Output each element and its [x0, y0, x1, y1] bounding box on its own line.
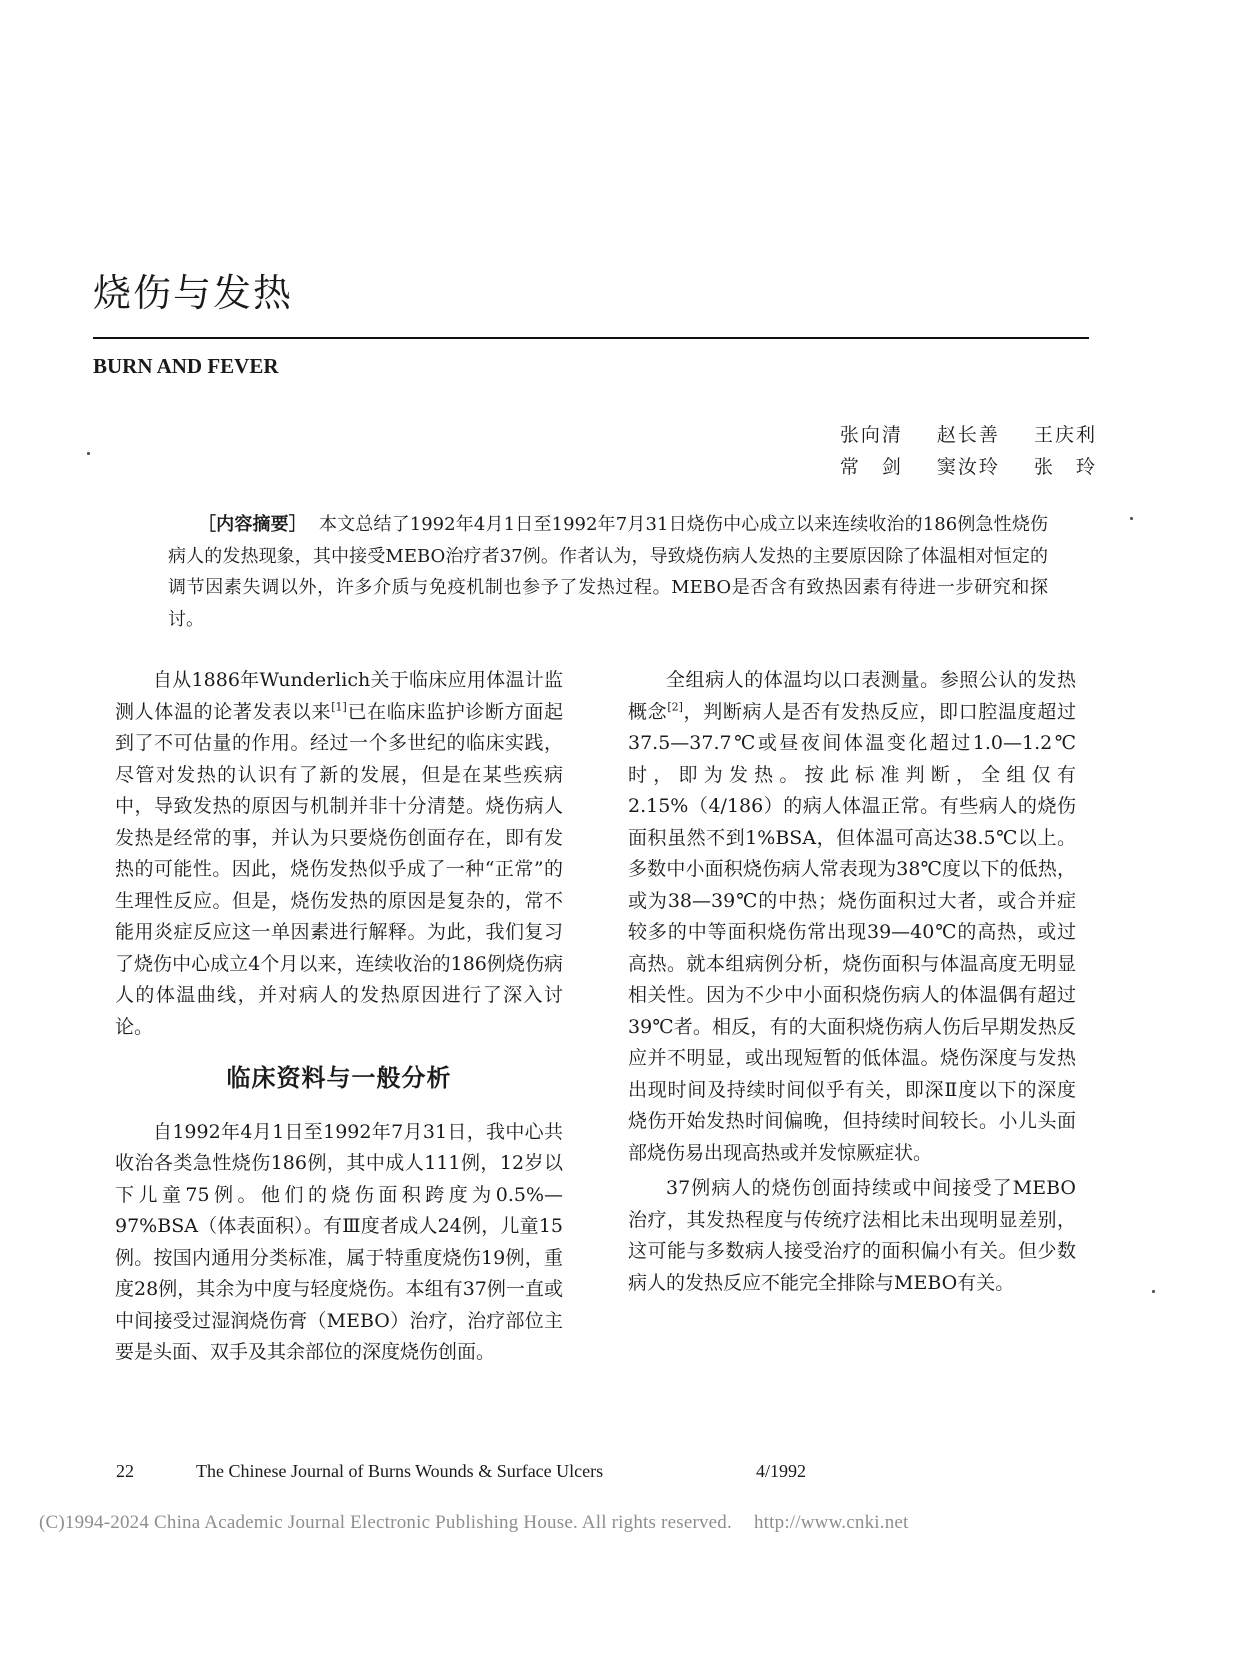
abstract-label: ［内容摘要］: [198, 514, 307, 535]
journal-name: The Chinese Journal of Burns Wounds & Surface Ulcers: [196, 1461, 604, 1481]
copyright-url: http://www.cnki.net: [753, 1512, 909, 1533]
author-name: 赵长善: [936, 424, 1000, 446]
author-name: 王庆利: [1033, 424, 1097, 446]
copyright-notice: [39, 1512, 909, 1534]
right-column: [628, 665, 1076, 1299]
english-title: BURN AND FEVER: [93, 354, 279, 378]
abstract: [168, 509, 1048, 635]
page-number: 22: [116, 1461, 134, 1481]
author-name: 常 剑: [839, 456, 903, 478]
body-paragraph: 37例病人的烧伤创面持续或中间接受了MEBO治疗，其发热程度与传统疗法相比未出现明显差别，这可能与多数病人接受治疗的面积偏小有关。但少数病人的发热反应不能完全排除与MEBO有关。: [628, 1177, 1076, 1294]
citation-ref: [1]: [331, 700, 347, 714]
title-divider: [93, 337, 1089, 339]
citation-ref: [2]: [667, 700, 683, 714]
author-row-2: [814, 452, 1097, 479]
paragraph-text: 已在临床监护诊断方面起到了不可估量的作用。经过一个多世纪的临床实践，尽管对发热的认识有了新的发展，但是在某些疾病中，导致发热的原因与机制并非十分清楚。烧伤病人发热是经常的事，并认为只要烧伤创面存在，即有发热的可能性。因此，烧伤发热似乎成了一种“正常”的生理性反应。但是，烧伤发热的原因是复杂的，常不能用炎症反应这一单因素进行解释。为此，我们复习了烧伤中心成立4个月以来，连续收治的186例烧伤病人的体温曲线，并对病人的发热原因进行了深入讨论。: [115, 700, 563, 1038]
author-name: 窦汝玲: [936, 456, 1000, 478]
section-heading: 临床资料与一般分析: [226, 1064, 452, 1092]
author-name: 张向清: [839, 424, 903, 446]
body-paragraph: [628, 665, 1076, 1169]
page-title: 烧伤与发热: [93, 271, 294, 315]
author-row-1: [814, 420, 1097, 447]
paragraph-text: ，判断病人是否有发热反应，即口腔温度超过37.5—37.7℃或昼夜间体温变化超过1.0—1.2℃时，即为发热。按此标准判断，全组仅有2.15%（4/186）的病人体温正常。有些病人的烧伤面积虽然不到1%BSA，但体温可高达38.5℃以上。多数中小面积烧伤病人常表现为38℃度以下的低热，或为38—39℃的中热；烧伤面积过大者，或合并症较多的中等面积烧伤常出现39—40℃的高热，或过高热。就本组病例分析，烧伤面积与体温高度无明显相关性。因为不少中小面积烧伤病人的体温偶有超过39℃者。相反，有的大面积烧伤病人伤后早期发热反应并不明显，或出现短暂的低体温。烧伤深度与发热出现时间及持续时间似乎有关，即深Ⅱ度以下的深度烧伤开始发热时间偏晚，但持续时间较长。小儿头面部烧伤易出现高热或并发惊厥症状。: [628, 700, 1076, 1164]
left-column: [115, 665, 563, 1369]
author-name: 张 玲: [1033, 456, 1097, 478]
paragraph-text: 自从1886年Wunderlich关于临床应用体温计监测人体温的论著发表以来: [115, 669, 563, 723]
body-paragraph: 自1992年4月1日至1992年7月31日，我中心共收治各类急性烧伤186例，其中成人111例，12岁以下儿童75例。他们的烧伤面积跨度为0.5%—97%BSA（体表面积）。有Ⅲ度者成人24例，儿童15例。按国内通用分类标准，属于特重度烧伤19例，重度28例，其余为中度与轻度烧伤。本组有37例一直或中间接受过湿润烧伤膏（MEBO）治疗，治疗部位主要是头面、双手及其余部位的深度烧伤创面。: [115, 1120, 563, 1363]
paragraph-text: 全组病人的体温均以口表测量。参照公认的发热概念: [628, 669, 1076, 723]
scan-speck: [1152, 1290, 1155, 1293]
issue-number: 4/1992: [756, 1461, 807, 1481]
abstract-text: 本文总结了1992年4月1日至1992年7月31日烧伤中心成立以来连续收治的186例急性烧伤病人的发热现象，其中接受MEBO治疗者37例。作者认为，导致烧伤病人发热的主要原因除了体温相对恒定的调节因素失调以外，许多介质与免疫机制也参予了发热过程。MEBO是否含有致热因素有待进一步研究和探讨。: [168, 514, 1048, 630]
copyright-text: (C)1994-2024 China Academic Journal Electronic Publishing House. All rights reserved.: [39, 1512, 732, 1533]
body-paragraph: [115, 665, 563, 1043]
scan-speck: [1130, 517, 1133, 520]
scan-speck: [87, 452, 90, 455]
